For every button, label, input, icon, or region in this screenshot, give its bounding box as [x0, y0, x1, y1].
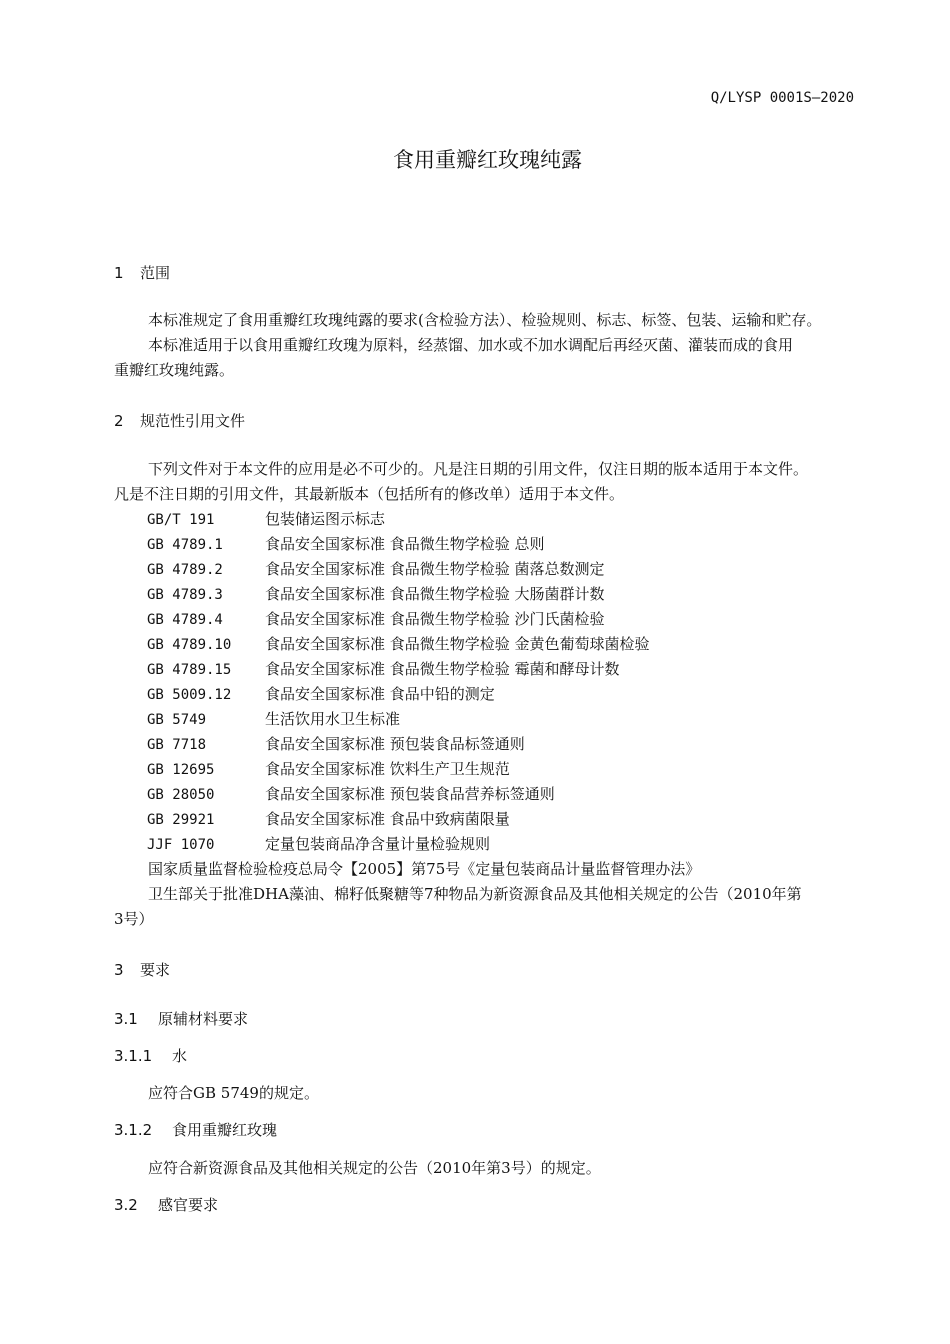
section-heading-references: [114, 410, 245, 431]
reference-code: GB 4789.3: [147, 587, 223, 603]
reference-code: GB 4789.15: [147, 662, 232, 678]
reference-item: [147, 582, 605, 608]
section-number: 3.2: [114, 1196, 138, 1214]
section-number: 3.1.2: [114, 1121, 153, 1139]
reference-title: 食品安全国家标准 食品微生物学检验 霉菌和酵母计数: [265, 660, 620, 678]
section-heading-requirements: [114, 959, 170, 980]
reference-item: [147, 732, 525, 758]
paragraph-line: 应符合GB 5749的规定。: [148, 1084, 319, 1102]
section-heading-raw-materials: [114, 1008, 248, 1029]
reference-title: 包装储运图示标志: [265, 510, 386, 528]
reference-title: 食品安全国家标准 饮料生产卫生规范: [265, 760, 510, 778]
paragraph-line: 应符合新资源食品及其他相关规定的公告（2010年第3号）的规定。: [148, 1159, 601, 1177]
reference-title: 食品安全国家标准 食品微生物学检验 大肠菌群计数: [265, 585, 605, 603]
section-label: 要求: [140, 961, 171, 979]
scope-paragraph-2: [114, 333, 874, 383]
section-number: 3: [114, 961, 124, 979]
reference-item: [147, 757, 510, 783]
reference-code: GB 4789.4: [147, 612, 223, 628]
section-label: 水: [172, 1047, 188, 1065]
reference-extra-1: [114, 857, 874, 882]
section-number: 2: [114, 412, 124, 430]
paragraph-line: 本标准适用于以食用重瓣红玫瑰为原料，经蒸馏、加水或不加水调配后再经灭菌、灌装而成的食用: [148, 336, 794, 354]
section-label: 范围: [140, 264, 171, 282]
paragraph-line: 重瓣红玫瑰纯露。: [114, 361, 235, 379]
reference-title: 定量包装商品净含量计量检验规则: [265, 835, 491, 853]
scope-paragraph-1: [114, 308, 874, 333]
reference-item: [147, 507, 385, 533]
reference-code: GB 5749: [147, 712, 207, 728]
reference-item: [147, 782, 555, 808]
reference-title: 食品安全国家标准 食品微生物学检验 金黄色葡萄球菌检验: [265, 635, 650, 653]
reference-title: 食品安全国家标准 预包装食品营养标签通则: [265, 785, 555, 803]
section-heading-scope: [114, 262, 170, 283]
reference-title: 食品安全国家标准 食品微生物学检验 菌落总数测定: [265, 560, 605, 578]
reference-item: [147, 657, 620, 683]
paragraph-line: 本标准规定了食用重瓣红玫瑰纯露的要求(含检验方法）、检验规则、标志、标签、包装、运输和贮存。: [148, 311, 822, 329]
section-label: 原辅材料要求: [158, 1010, 249, 1028]
reference-item: [147, 682, 495, 708]
section-number: 3.1.1: [114, 1047, 153, 1065]
water-requirement: [114, 1081, 874, 1106]
section-heading-sensory: [114, 1194, 218, 1215]
reference-item: [147, 557, 605, 583]
reference-item: [147, 532, 545, 558]
reference-code: JJF 1070: [147, 837, 215, 853]
section-heading-rose: [114, 1119, 277, 1140]
reference-extra-2: [114, 882, 874, 932]
paragraph-line: 下列文件对于本文件的应用是必不可少的。凡是注日期的引用文件，仅注日期的版本适用于本文件。: [148, 460, 809, 478]
reference-item: [147, 807, 510, 833]
paragraph-line: 凡是不注日期的引用文件，其最新版本（包括所有的修改单）适用于本文件。: [114, 485, 625, 503]
reference-code: GB 5009.12: [147, 687, 232, 703]
paragraph-line: 卫生部关于批准DHA藻油、棉籽低聚糖等7种物品为新资源食品及其他相关规定的公告（2010年第: [148, 885, 802, 903]
reference-item: [147, 632, 650, 658]
reference-code: GB 4789.2: [147, 562, 223, 578]
reference-code: GB 4789.1: [147, 537, 223, 553]
reference-code: GB 12695: [147, 762, 215, 778]
reference-code: GB 28050: [147, 787, 215, 803]
reference-code: GB 29921: [147, 812, 215, 828]
reference-item: [147, 707, 400, 733]
paragraph-line: 3号）: [114, 910, 154, 928]
reference-item: [147, 832, 490, 858]
reference-title: 食品安全国家标准 预包装食品标签通则: [265, 735, 525, 753]
reference-title: 食品安全国家标准 食品中铅的测定: [265, 685, 495, 703]
reference-title: 食品安全国家标准 食品中致病菌限量: [265, 810, 510, 828]
document-title: 食用重瓣红玫瑰纯露: [393, 148, 582, 172]
rose-requirement: [114, 1156, 874, 1181]
section-label: 食用重瓣红玫瑰: [172, 1121, 278, 1139]
section-number: 1: [114, 264, 124, 282]
standard-code: Q/LYSP 0001S—2020: [710, 90, 854, 106]
paragraph-line: 国家质量监督检验检疫总局令【2005】第75号《定量包装商品计量监督管理办法》: [148, 860, 701, 878]
reference-code: GB 7718: [147, 737, 207, 753]
references-intro: [114, 457, 874, 507]
section-heading-water: [114, 1045, 187, 1066]
reference-title: 生活饮用水卫生标准: [265, 710, 401, 728]
reference-code: GB 4789.10: [147, 637, 232, 653]
reference-code: GB/T 191: [147, 512, 215, 528]
section-label: 感官要求: [158, 1196, 219, 1214]
reference-title: 食品安全国家标准 食品微生物学检验 沙门氏菌检验: [265, 610, 605, 628]
section-number: 3.1: [114, 1010, 138, 1028]
reference-item: [147, 607, 605, 633]
section-label: 规范性引用文件: [140, 412, 246, 430]
reference-title: 食品安全国家标准 食品微生物学检验 总则: [265, 535, 545, 553]
